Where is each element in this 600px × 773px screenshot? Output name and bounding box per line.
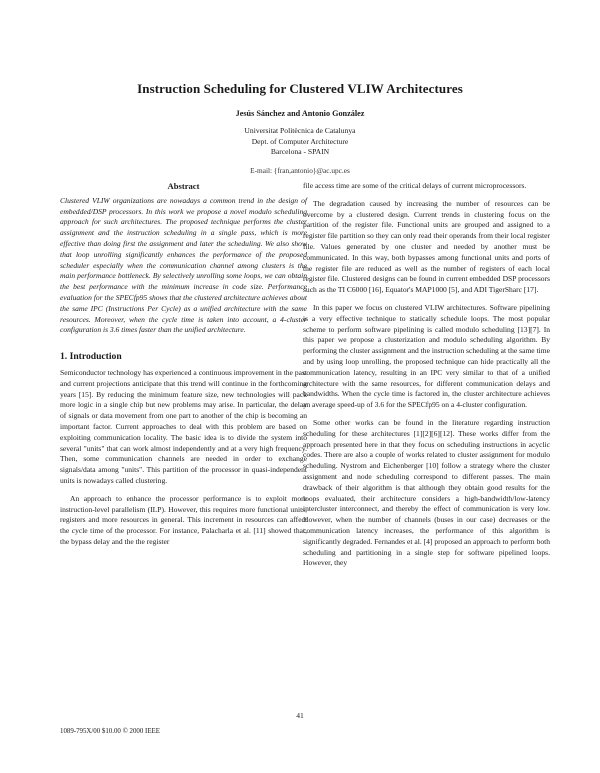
author-email: E-mail: {fran,antonio}@ac.upc.es: [250, 166, 350, 175]
right-paragraph-0: file access time are some of the critical delays of current microprocessors.: [303, 181, 527, 190]
right-paragraph-3: Some other works can be found in the literature regarding instruction scheduling for these architectures [1][2][6][12]. These works differ from the approach presented here in that they focus on scheduling instructions in acyclic codes. There are also a couple of works related to cluster assignment for modulo scheduling. Nystrom and Eichenberger [10] follow a strategy where the cluster assignment and node scheduling correspond to different passes. The main drawback of their algorithm is that although they obtain good results for the loops evaluated, their architecture considers a high-bandwidth/low-latency intercluster interconnect, and thereby the effect of communication is very low. However, when the number of channels (buses in our case) decreases or the communication latency increases, the performance of this algorithm is significantly degraded. Fernandes et al. [4] proposed an approach to perform both scheduling and partitioning in a single step for software pipelined loops. However, they: [303, 417, 550, 568]
affiliation: [0, 126, 600, 158]
page-number: 41: [296, 711, 304, 720]
paper-authors: Jesús Sánchez and Antonio González: [235, 109, 365, 118]
paper-title: Instruction Scheduling for Clustered VLIW Architectures: [137, 81, 463, 96]
intro-paragraph-2: An approach to enhance the processor performance is to exploit more instruction-level parallelism (ILP). However, this requires more functional units, registers and more resources in general. This increment in resources can affect the cycle time of the processor. For instance, Palacharla et al. [11] showed that, the bypass delay and the the register: [60, 493, 307, 546]
copyright-footer: 1089-795X/00 $10.00 © 2000 IEEE: [60, 728, 160, 735]
affiliation-city: Barcelona - SPAIN: [270, 147, 330, 156]
affiliation-department: Dept. of Computer Architecture: [251, 136, 349, 146]
abstract-heading: Abstract: [167, 181, 200, 191]
section-heading-introduction: 1. Introduction: [60, 351, 122, 363]
abstract-text: Clustered VLIW organizations are nowadays a common trend in the design of embedded/DSP processors. In this work we propose a novel modulo scheduling approach for such architectures. The proposed technique performs the cluster assignment and the instruction scheduling in a single pass, which is more effective than doing first the assignment and later the scheduling. We also show that loop unrolling significantly enhances the performance of the proposed scheduler especially when the communication channel among clusters is the main performance bottleneck. By selectively unrolling some loops, we can obtain the best performance with the minimum increase in code size. Performance evaluation for the SPECfp95 shows that the clustered architecture achieves about the same IPC (Instructions Per Cycle) as a unified architecture with the same resources. Moreover, when the cycle time is taken into account, a 4-cluster configuration is 3.6 times faster than the unified architecture.: [60, 195, 307, 335]
intro-paragraph-1: Semiconductor technology has experienced a continuous improvement in the past and current projections anticipate that this trend will continue in the forthcoming years [15]. By reducing the minimum feature size, new technologies will pack more logic in a single chip but new problems may arise. In particular, the delay of signals or data movement from one part to another of the chip is becoming an important factor. Current approaches to deal with this problem are based on exploiting communication locality. The basic idea is to divide the system into several "units" that can work almost independently and at a very high frequency. Then, some communication channels are needed in order to exchange signals/data among "units". This partition of the processor in quasi-independent units is nowadays called clustering.: [60, 367, 307, 485]
right-paragraph-1: The degradation caused by increasing the number of resources can be overcome by a clustered design. Current trends in clustering focus on the partition of the register file. Functional units are grouped and assigned to a register file partition so they can only read their operands from their local register file. Values generated by one cluster and needed by another must be communicated. In this way, both bypasses among functional units and ports of the register file are reduced as well as the number of registers of each local register file. Clustered designs can be found in current embedded DSP processors such as the TI C6000 [16], Equator's MAP1000 [5], and ADI TigerSharc [17].: [303, 198, 550, 295]
right-column: [303, 181, 550, 576]
affiliation-university: Universitat Politècnica de Catalunya: [244, 126, 356, 135]
right-paragraph-2: In this paper we focus on clustered VLIW architectures. Software pipelining is a very effective technique to statically schedule loops. The most popular scheme to perform software pipelining is called modulo scheduling [13][7]. In this paper we propose a clusterization and modulo scheduling algorithm. By performing the cluster assignment and the instruction scheduling at the same time and by using loop unrolling, the proposed technique can hide practically all the communication latency, resulting in an IPC very similar to that of a unified architecture with the same resources, for different communication delays and bandwidths. When the cycle time is factored in, the cluster architecture achieves an average speed-up of 3.6 for the SPECfp95 on a 4-cluster configuration.: [303, 302, 550, 410]
left-column: [60, 181, 307, 555]
